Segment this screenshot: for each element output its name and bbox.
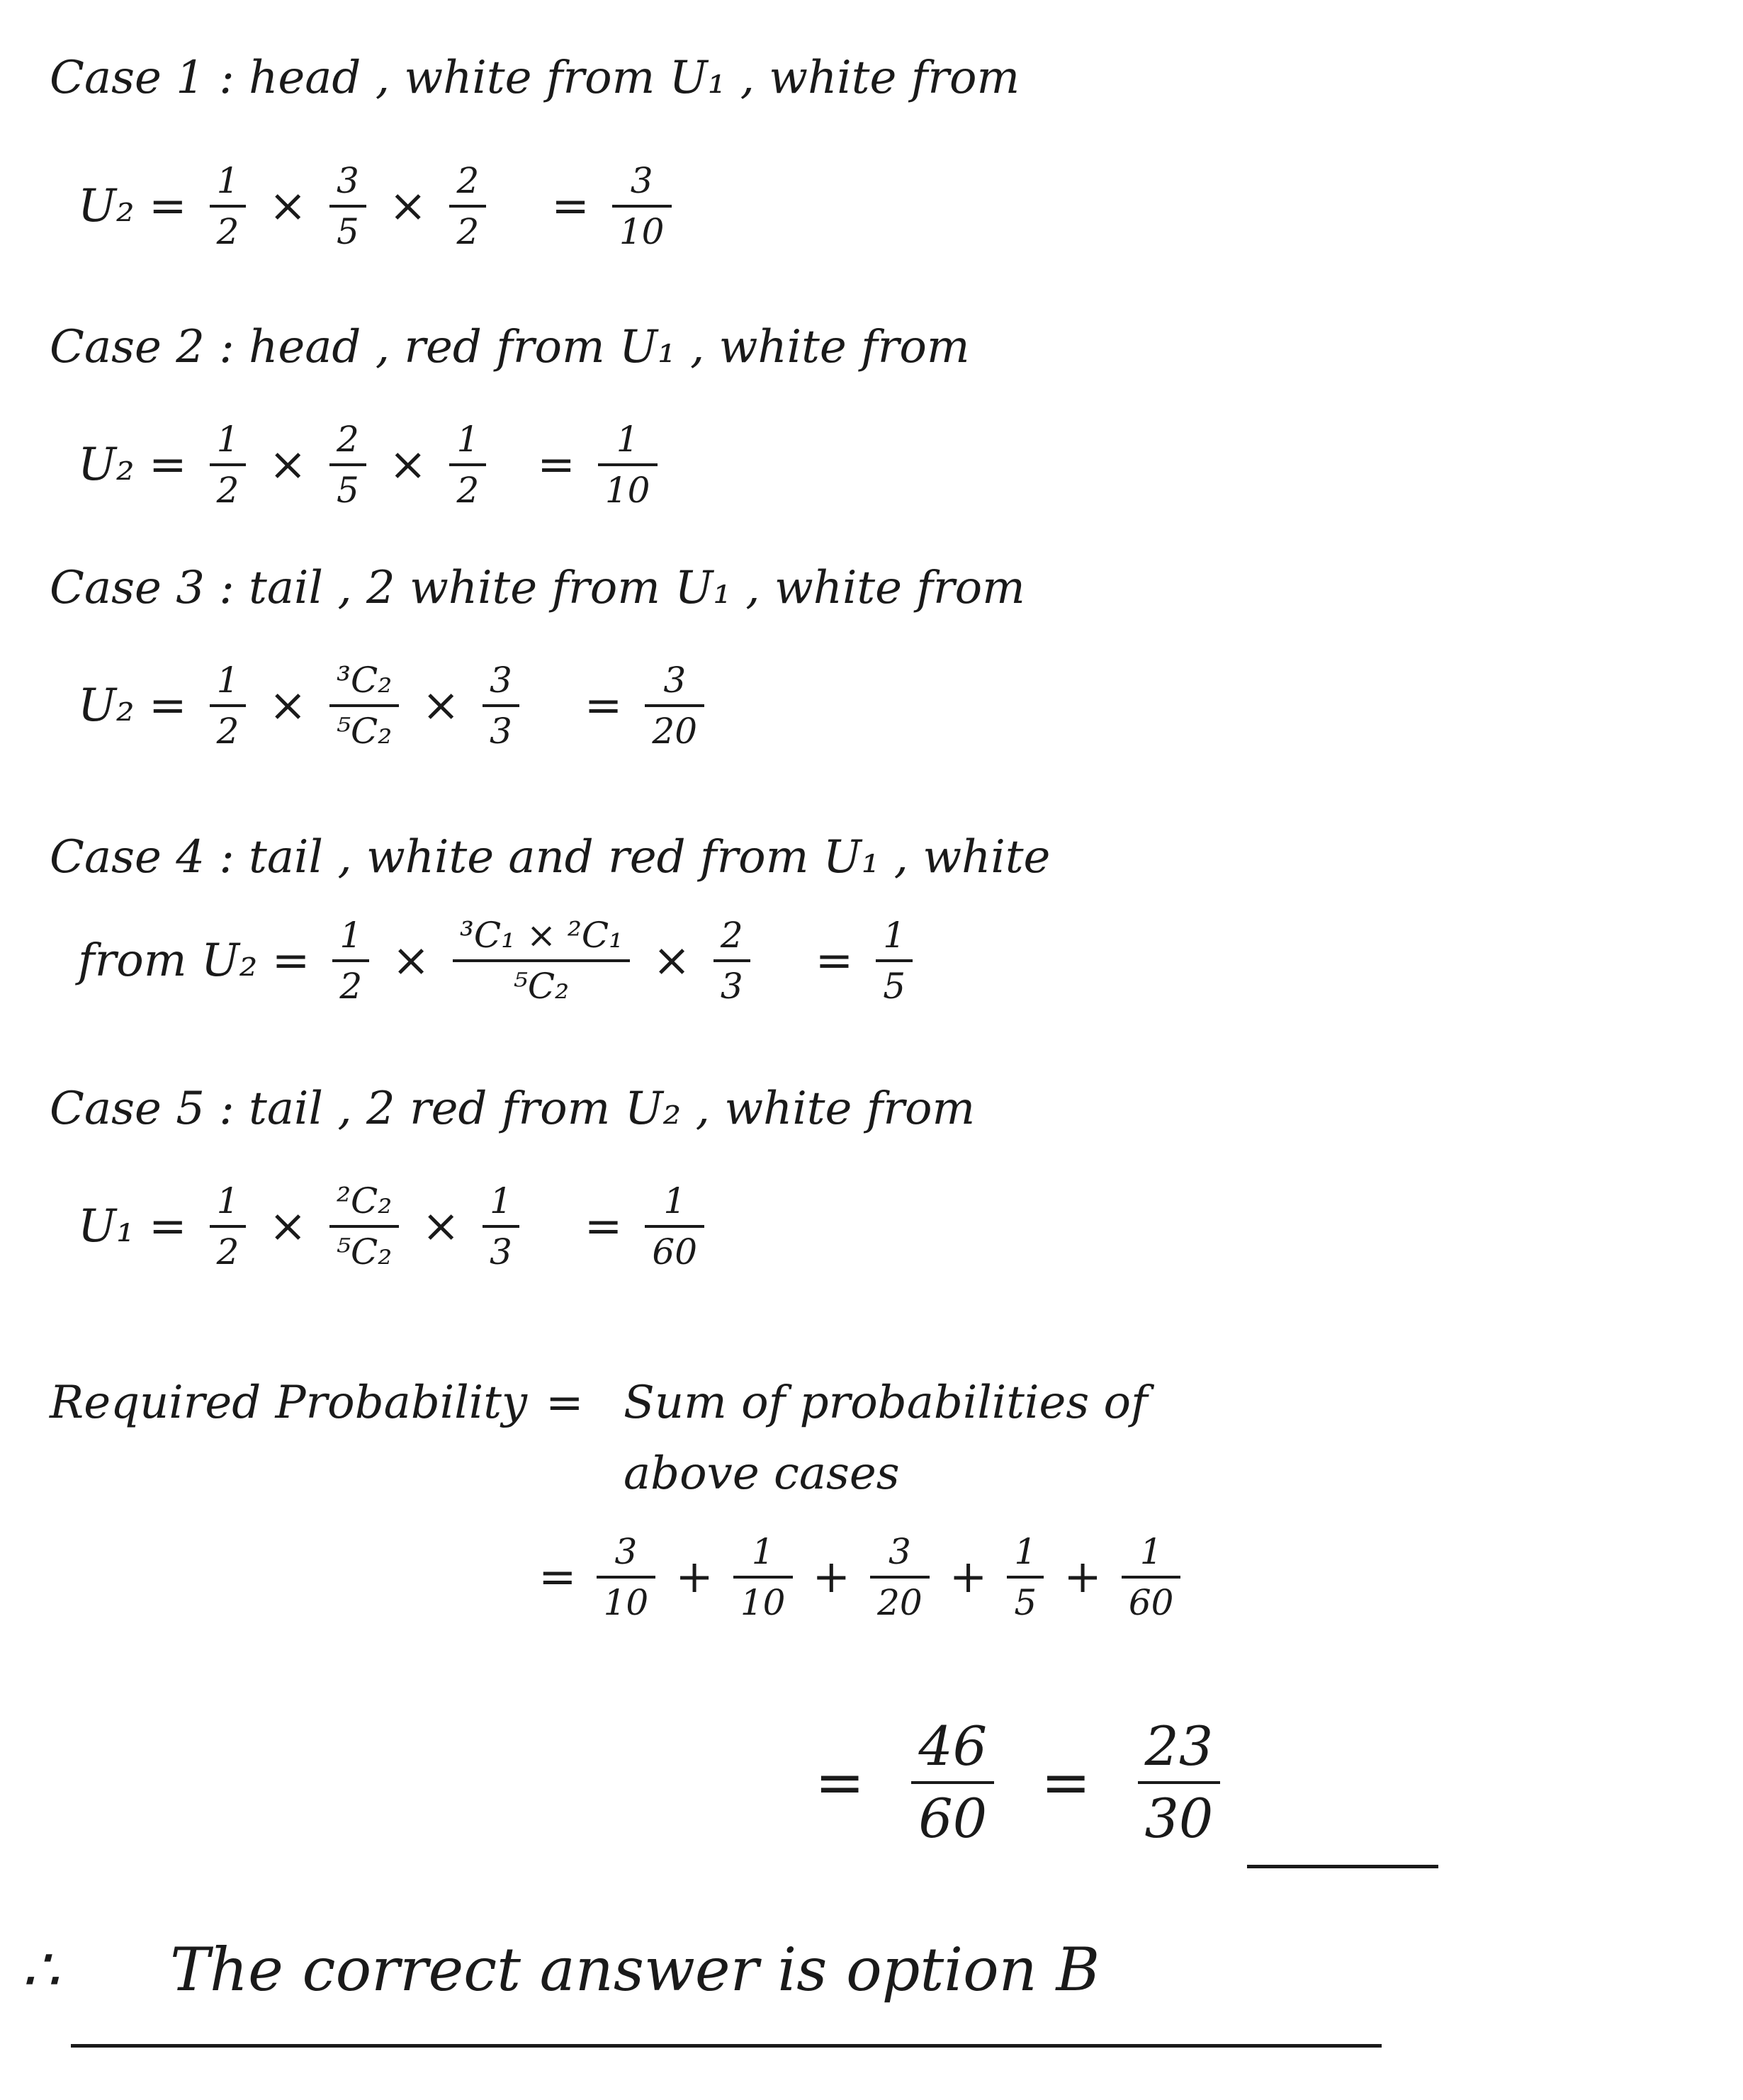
case4-frac-2: $\frac{\text{³C₁ × ²C₁}}{\text{⁵C₂}}$: [453, 914, 630, 1007]
case1-header: Case 1 : head , white from U₁ , white from: [50, 52, 1020, 104]
times-sign: ×: [388, 180, 427, 232]
case1-lhs: U₂ =: [78, 180, 187, 232]
sum-of-cases: [538, 1530, 1185, 1624]
case5-lhs: U₁ =: [78, 1200, 187, 1253]
equals-sign: =: [551, 180, 590, 232]
times-sign: ×: [269, 1200, 307, 1253]
plus-sign: +: [949, 1551, 988, 1603]
case3-frac-2: $\frac{\text{³C₂}}{\text{⁵C₂}}$: [329, 659, 399, 752]
case5-frac-2: $\frac{\text{²C₂}}{\text{⁵C₂}}$: [329, 1180, 399, 1273]
times-sign: ×: [422, 1200, 460, 1253]
case1-frac-3: $\frac{2}{2}$: [449, 159, 486, 253]
conclusion-text: The correct answer is option B: [170, 1935, 1100, 2004]
simplified-fraction: $\frac{23}{30}$: [1138, 1715, 1221, 1851]
case5-result: $\frac{1}{60}$: [645, 1180, 704, 1273]
required-desc-line1: Sum of probabilities of: [624, 1377, 1148, 1429]
final-result: [815, 1715, 1224, 1851]
therefore-symbol: ∴: [21, 1935, 60, 2004]
case2-equation: [78, 418, 662, 512]
times-sign: ×: [269, 180, 307, 232]
case1-result: $\frac{3}{10}$: [612, 159, 672, 253]
equals-sign: =: [538, 1551, 577, 1603]
equals-sign: =: [537, 439, 575, 491]
equals-sign: =: [1041, 1748, 1091, 1817]
times-sign: ×: [388, 439, 427, 491]
sum-term-4: $\frac{1}{5}$: [1007, 1530, 1044, 1624]
case2-result: $\frac{1}{10}$: [598, 418, 658, 512]
case1-equation: [78, 159, 676, 253]
answer-underline: [1247, 1865, 1438, 1868]
total-fraction: $\frac{46}{60}$: [911, 1715, 994, 1851]
case4-header: Case 4 : tail , white and red from U₁ , white: [50, 831, 1051, 884]
plus-sign: +: [812, 1551, 851, 1603]
case5-header: Case 5 : tail , 2 red from U₂ , white from: [50, 1083, 976, 1135]
sum-term-5: $\frac{1}{60}$: [1122, 1530, 1181, 1624]
times-sign: ×: [422, 679, 460, 732]
equals-sign: =: [584, 1200, 623, 1253]
times-sign: ×: [269, 679, 307, 732]
case3-frac-1: $\frac{1}{2}$: [210, 659, 247, 752]
plus-sign: +: [1064, 1551, 1102, 1603]
times-sign: ×: [653, 935, 691, 987]
case3-frac-3: $\frac{3}{3}$: [483, 659, 519, 752]
case5-equation: [78, 1180, 709, 1273]
required-equals: =: [546, 1377, 584, 1429]
case2-frac-3: $\frac{1}{2}$: [449, 418, 486, 512]
required-desc-line2: above cases: [624, 1447, 900, 1500]
sum-term-2: $\frac{1}{10}$: [733, 1530, 793, 1624]
required-label: Required Probability: [50, 1377, 528, 1429]
case1-frac-1: $\frac{1}{2}$: [210, 159, 247, 253]
equals-sign: =: [584, 679, 623, 732]
case1-frac-2: $\frac{3}{5}$: [329, 159, 366, 253]
case4-frac-1: $\frac{1}{2}$: [332, 914, 369, 1007]
case3-result: $\frac{3}{20}$: [645, 659, 704, 752]
conclusion-underline: [71, 2044, 1382, 2048]
case3-lhs: U₂ =: [78, 679, 187, 732]
plus-sign: +: [675, 1551, 713, 1603]
sum-term-3: $\frac{3}{20}$: [870, 1530, 930, 1624]
case4-frac-3: $\frac{2}{3}$: [713, 914, 750, 1007]
case4-equation: [78, 914, 917, 1007]
case4-lhs: from U₂ =: [78, 935, 310, 987]
equals-sign: =: [815, 935, 854, 987]
case3-header: Case 3 : tail , 2 white from U₁ , white from: [50, 562, 1025, 614]
case2-frac-1: $\frac{1}{2}$: [210, 418, 247, 512]
sum-term-1: $\frac{3}{10}$: [597, 1530, 656, 1624]
case5-frac-3: $\frac{1}{3}$: [483, 1180, 519, 1273]
case5-frac-1: $\frac{1}{2}$: [210, 1180, 247, 1273]
case3-equation: [78, 659, 709, 752]
case4-result: $\frac{1}{5}$: [876, 914, 913, 1007]
equals-sign: =: [815, 1748, 865, 1817]
times-sign: ×: [392, 935, 430, 987]
case2-lhs: U₂ =: [78, 439, 187, 491]
case2-frac-2: $\frac{2}{5}$: [329, 418, 366, 512]
case2-header: Case 2 : head , red from U₁ , white from: [50, 321, 970, 373]
times-sign: ×: [269, 439, 307, 491]
